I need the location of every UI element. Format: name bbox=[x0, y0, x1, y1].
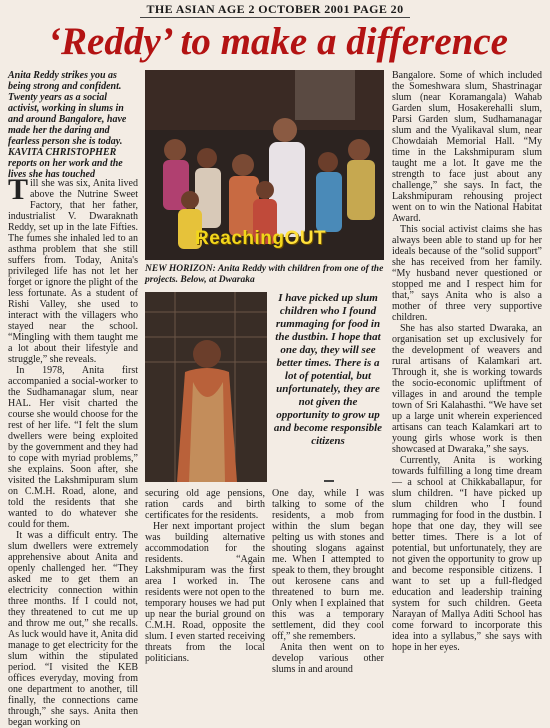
col2-para-2: Her next important project was building alternative accommodation for the residents. “Again Lakshmipuram was the first area I worked in. The residents were not open to the temporary houses we had put up near the burial ground on C.M.H. Road, opposite the slum. I even started receiving threats from the local politicians. bbox=[145, 521, 265, 664]
col1-para-3: It was a difficult entry. The slum dwellers were extremely apprehensive about Anita and openly challenged her. “They asked me to get them an electricity connection within three months. If I could not, they threatened to cut me up and throw me out,” she recalls. As luck would have it, Anita did manage to get electricity for the slum within the stipulated period. “I visited the KEB offices everyday, moving from one department to another, till finally, the connections came through,” she says. Anita then began working on bbox=[8, 530, 138, 728]
col4-para-2: This social activist claims she has always been able to stand up for her ideals because of the “solid support” she has received from her family. “My husband never questioned or stopped me and I respect him for that,” says Anita who is also a mother of three very supportive children. bbox=[392, 224, 542, 323]
overlay-word-2: OUT bbox=[284, 228, 327, 249]
col1-para-1-text: ill she was six, Anita lived above the Nutrine Sweet Factory, that her father, industrialist V. Dwaraknath Reddy, set up in the late Fifties. The fumes she inhaled led to an asthma problem that she still suffers from. Today, Anita's privileged life has not let her forget or ignore the plight of the less fortunate. As a student of Rishi Valley, she used to interact with the villagers who stayed near the school. “Mingling with them taught me a lot about their lifestyle and struggle,” she reveals. bbox=[8, 178, 138, 365]
article-column-2 bbox=[145, 488, 265, 664]
reaching-out-overlay bbox=[195, 228, 326, 250]
masthead: THE ASIAN AGE 2 OCTOBER 2001 PAGE 20 bbox=[146, 2, 404, 16]
col4-para-1: Bangalore. Some of which included the Someshwara slum, Shastrinagar slum (near Koramangala) Wahab Garden slum, Hosakerehalli slum, Parsi Garden slum, Sudhamanagar slum and the Vyalikaval slum, near Chowdaiah Memorial Hall. “My time in the Lakshmipuram slum taught me a lot. It gave me the strength to face just about any challenge,” she says. In fact, the Lakshmipuram rehousing project went on to win the National Habitat Award. bbox=[392, 70, 542, 224]
photo-anita-at-dwaraka bbox=[145, 292, 267, 482]
col3-para-1: One day, while I was talking to some of the residents, a mob from within the slum began pelting us with stones and shouting slogans against me. When I attempted to speak to them, they brought out kerosene cans and threatened to burn me. Only when I explained that this was a temporary settlement, did they cool off,” she remembers. bbox=[272, 488, 384, 642]
headline: ‘Reddy’ to make a difference bbox=[48, 20, 508, 63]
article-column-4 bbox=[392, 70, 542, 653]
col4-para-3: She has also started Dwaraka, an organisation set up exclusively for the development of weavers and rural artisans of Kalamkari art. Through it, she is working towards the socio-economic upliftment of villages in and around the temple town of Sri Kalahasthi. “We have set up a large unit wherein experienced artisans can teach Kalamkari art to young girls whose work is then showcased at Dwaraka,” she says. bbox=[392, 323, 542, 455]
overlay-word-1: Reaching bbox=[195, 228, 285, 249]
article-column-3 bbox=[272, 488, 384, 675]
quote-end-mark bbox=[324, 480, 334, 482]
col2-para-1: securing old age pensions, ration cards and birth certificates for the residents. bbox=[145, 488, 265, 521]
dropcap: T bbox=[8, 173, 29, 206]
article-column-1 bbox=[8, 173, 138, 728]
col1-para-1 bbox=[8, 173, 138, 365]
col1-para-2: In 1978, Anita first accompanied a social-worker to the Sudhamanagar slum, near HAL. Her visit charted the course she would choose for the rest of her life. “I felt the slum dwellers were being exploited by the government and they had to cope with myriad problems,” she explains. Soon after, she visited the Lakshmipuram slum on C.M.H. Road, alone, and told the residents that she wanted to do whatever she could for them. bbox=[8, 365, 138, 530]
pull-quote: I have picked up slum children who I found rummaging for food in the dustbin. I hope that one day, they will see better times. There is a lot of potential, but unfortunately, they are not given the opportunity to grow up and become responsible citizens bbox=[273, 292, 383, 447]
dwaraka-photo-illustration bbox=[145, 292, 267, 482]
intro-blurb: Anita Reddy strikes you as being strong and confident. Twenty years as a social activist, working in slums in and around Bangalore, have made her the daring and fearless person she is today. KAVITA CHRISTOPHER reports on her work and the lives she has touched bbox=[8, 70, 127, 180]
col4-para-4: Currently, Anita is working towards fulfilling a long time dream — a school at Chikkaballapur, for slum children. “I have picked up slum children who I found rummaging for food in the dustbin. I hope that one day, they will see better times. There is a lot of potential, but unfortunately, they are not given the opportunity to grow up and become responsible citizens. I want to set up a full-fledged education and leadership training system for such children. Geeta Narayan of Mallya Aditi School has come forward to incorporate this idea into a syllabus,” she says with hope in her eyes. bbox=[392, 455, 542, 653]
col3-para-2: Anita then went on to develop various other slums in and around bbox=[272, 642, 384, 675]
photo-caption: NEW HORIZON: Anita Reddy with children from one of the projects. Below, at Dwaraka bbox=[145, 264, 384, 285]
